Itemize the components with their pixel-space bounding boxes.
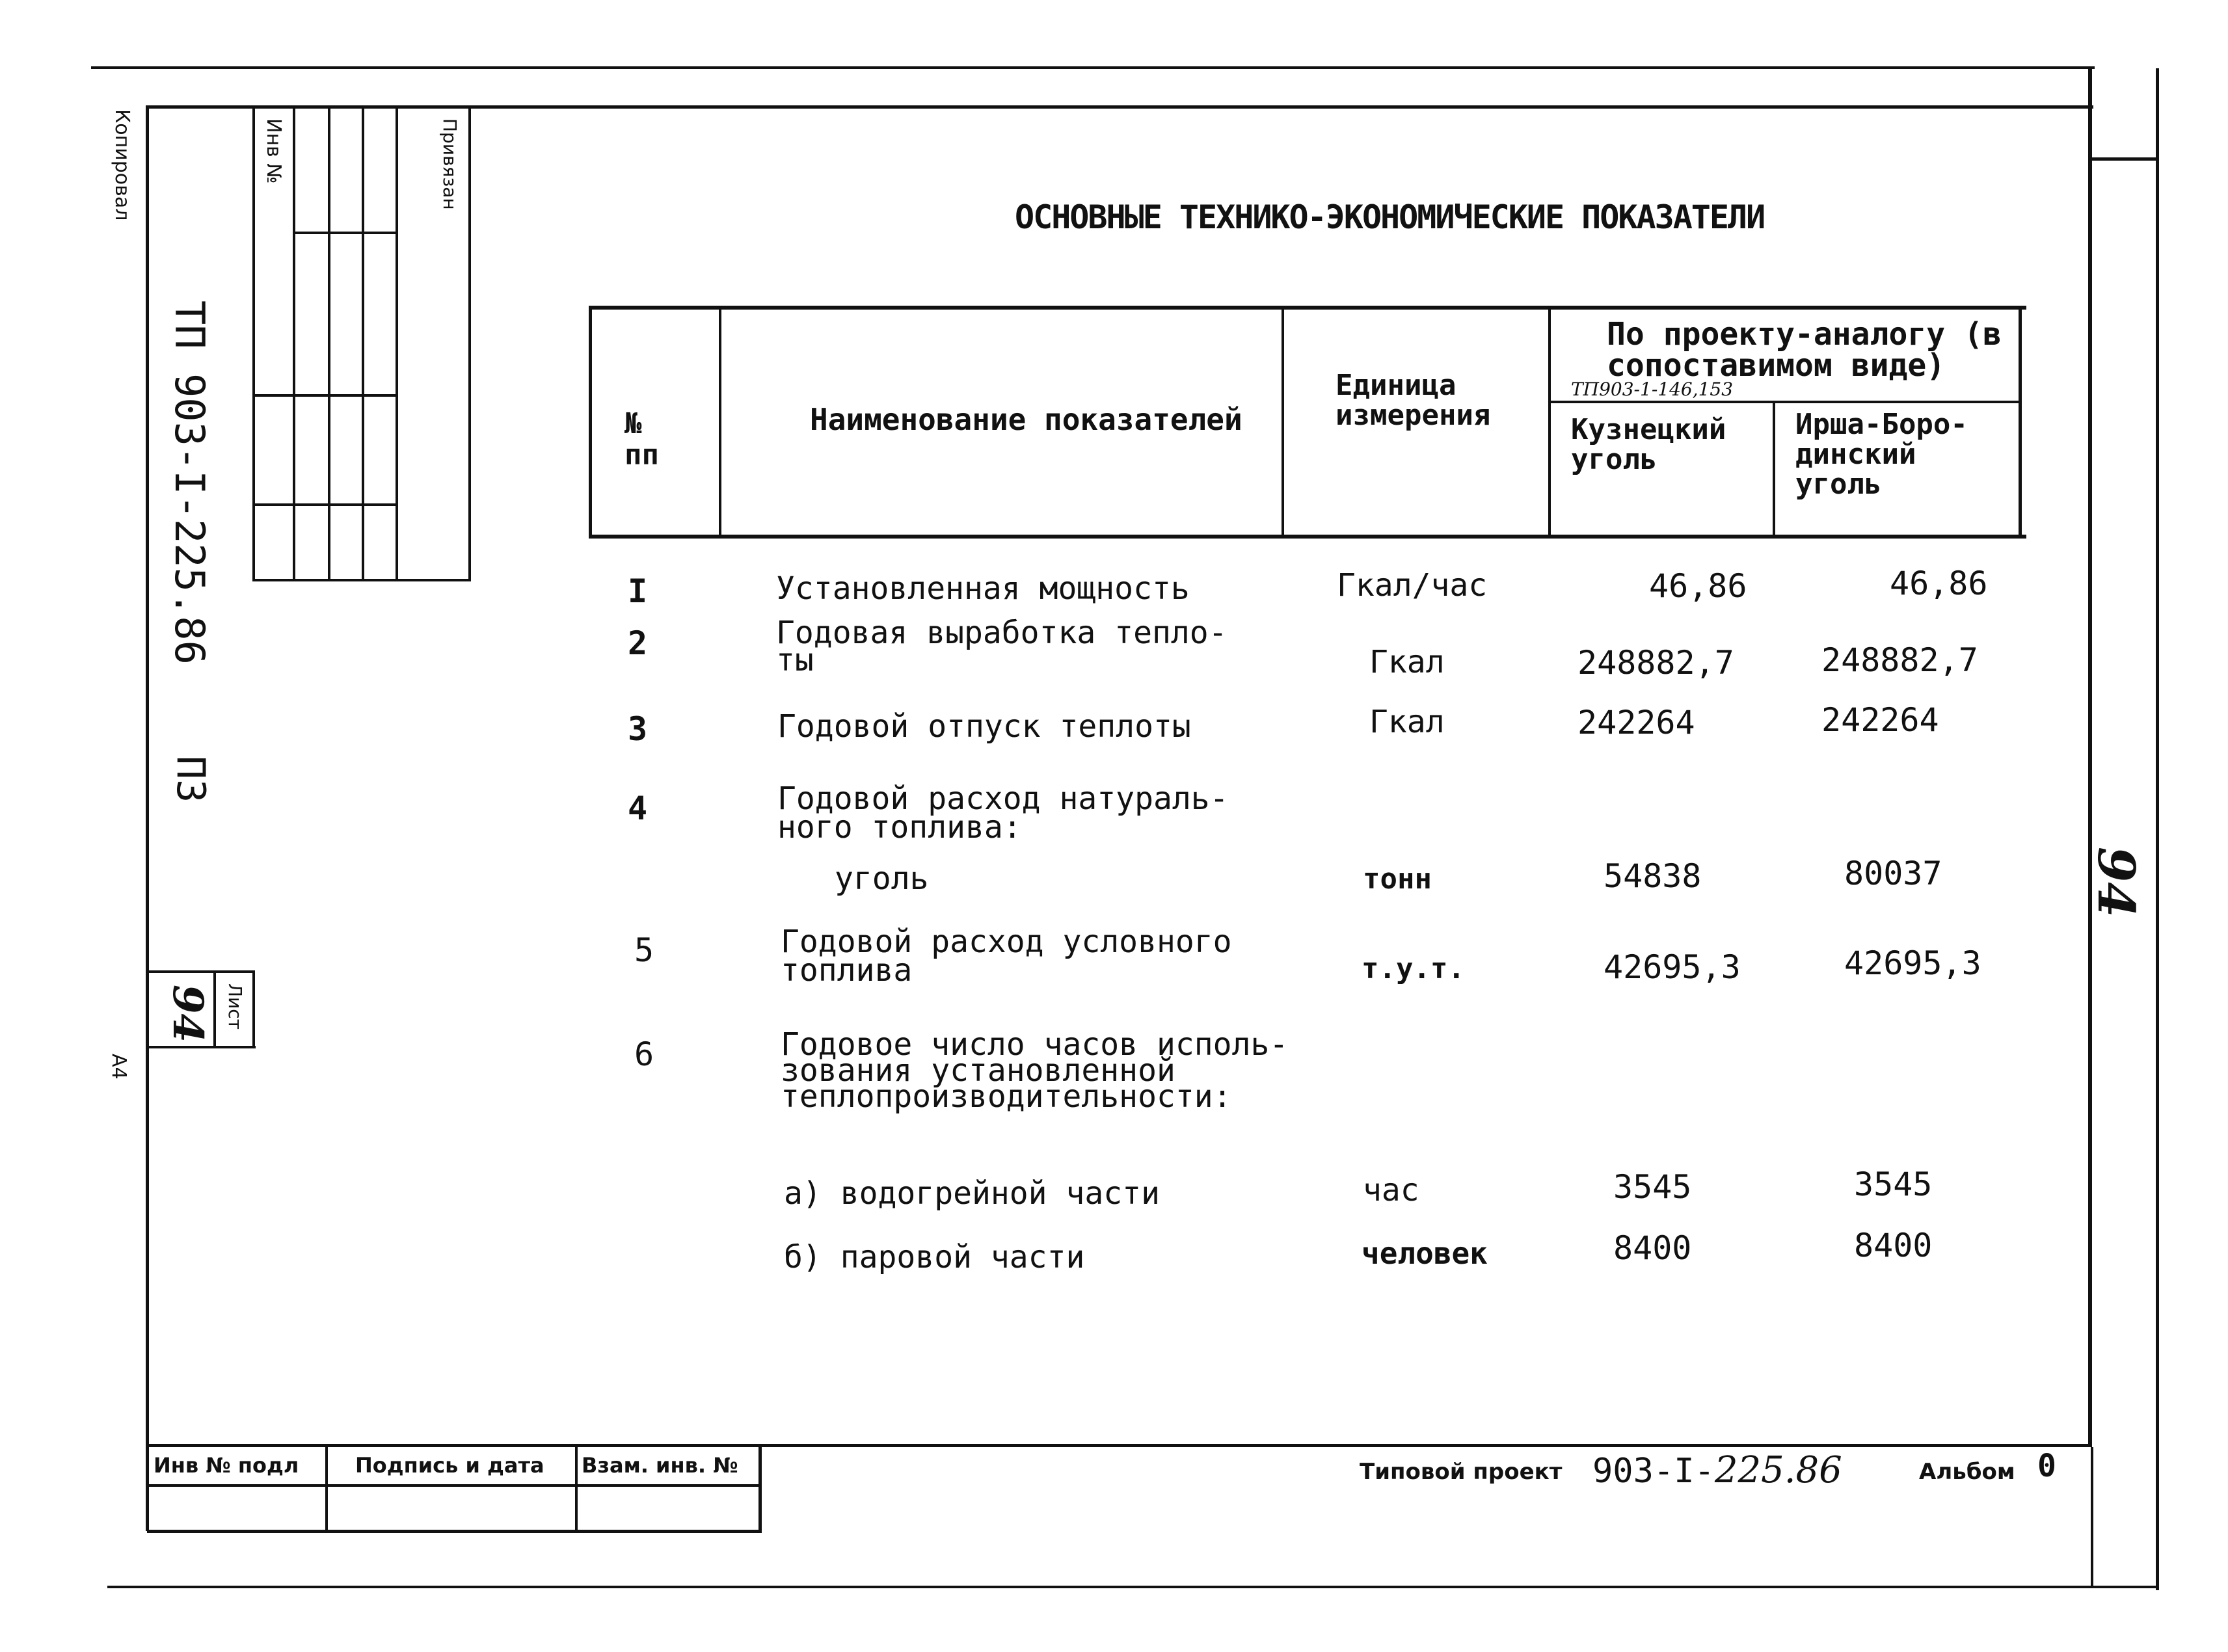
replace-inv-label: Взам. инв. № (582, 1453, 738, 1478)
page-number-right: 94 (2086, 847, 2145, 918)
section-code-vertical: ПЗ (168, 756, 213, 803)
format-label: А4 (107, 1054, 130, 1080)
col-header-kuznetsk: Кузнецкий уголь (1571, 413, 1726, 476)
row-value-2: 80037 (1844, 855, 1942, 892)
row-value-2: 42695,3 (1844, 944, 1981, 982)
row-num: I (628, 572, 648, 610)
album-label: Альбом (1919, 1459, 2015, 1485)
row-value-2: 242264 (1821, 701, 1939, 739)
row-name: Годовой расход натураль- ного топлива: (777, 780, 1229, 846)
attached-label: Привязан (439, 118, 461, 210)
copied-by-label: Копировал (111, 109, 133, 221)
row-num: 2 (628, 624, 648, 662)
row-unit: Гкал (1369, 704, 1445, 740)
album-value: 0 (2037, 1448, 2056, 1484)
row-name: Годовой расход условного топлива (781, 924, 1232, 989)
col-header-num: № пп (624, 407, 659, 472)
row-name: Годовая выработка тепло- ты (776, 615, 1228, 678)
row-value-2: 8400 (1854, 1227, 1933, 1264)
page-title: ОСНОВНЫЕ ТЕХНИКО-ЭКОНОМИЧЕСКИЕ ПОКАЗАТЕЛИ (1015, 198, 1765, 236)
col-header-name: Наименование показателей (810, 402, 1242, 437)
project-number-handwritten: 225.86 (1714, 1449, 1842, 1491)
sign-date-label: Подпись и дата (355, 1453, 544, 1478)
project-number (1592, 1449, 1842, 1491)
frame-right-inner (2088, 68, 2092, 1447)
row-unit: человек (1362, 1236, 1488, 1271)
project-number-prefix: 903-I- (1592, 1452, 1715, 1491)
bottom-stamp (147, 1444, 765, 1535)
row-value-1: 54838 (1604, 857, 1702, 895)
row-unit: т.у.т. (1362, 952, 1465, 985)
col-header-unit: Единица измерения (1335, 369, 1491, 432)
row-unit: час (1363, 1172, 1419, 1208)
row-value-2: 46,86 (1890, 565, 1988, 602)
frame-right-tab (2091, 157, 2157, 161)
row-num: 4 (628, 790, 648, 827)
row-value-2: 3545 (1854, 1166, 1933, 1203)
row-value-1: 3545 (1613, 1168, 1692, 1206)
left-stamp (148, 105, 474, 1048)
row-value-1: 46,86 (1649, 567, 1747, 605)
row-num: 3 (628, 710, 648, 748)
row-name: б) паровой части (784, 1239, 1085, 1275)
col-header-analog-note: ТП903-1-146,153 (1571, 379, 1734, 400)
top-trim-line (91, 66, 2095, 69)
row-unit: тонн (1363, 862, 1432, 896)
col-header-irsha: Ирша-Боро- динский уголь (1795, 408, 1968, 501)
frame-bottom-outer (107, 1586, 2159, 1588)
col-header-analog: По проекту-аналогу (в сопоставимом виде) (1607, 316, 2002, 384)
table-header (589, 306, 2026, 540)
typical-project-label: Типовой проект (1360, 1459, 1563, 1485)
row-name: а) водогрейной части (784, 1175, 1160, 1212)
sheet-label: Лист (224, 983, 246, 1030)
inv-label: Инв № (262, 118, 285, 184)
row-unit: Гкал/час (1337, 567, 1488, 604)
table-body (589, 559, 2026, 1301)
frame-bottom-right-join (2091, 1447, 2093, 1587)
sheet-number-handwritten: 94 (163, 985, 212, 1043)
row-value-2: 248882,7 (1821, 641, 1978, 679)
row-name: Установленная мощность (776, 570, 1190, 607)
row-unit: Гкал (1369, 644, 1445, 680)
row-value-1: 248882,7 (1577, 644, 1734, 682)
row-name: Годовой отпуск теплоты (777, 708, 1191, 745)
project-code-vertical: ТП 903-I-225.86 (166, 300, 213, 665)
row-value-1: 42695,3 (1604, 948, 1741, 986)
inv-sub-label: Инв № подл (154, 1453, 299, 1478)
frame-right-outer (2156, 68, 2159, 1590)
row-name: Годовое число часов исполь- зования установленной теплопроизводительности: (781, 1026, 1289, 1115)
row-name: уголь (835, 860, 929, 897)
row-value-1: 242264 (1577, 704, 1695, 741)
row-num: 5 (634, 931, 654, 969)
row-value-1: 8400 (1613, 1229, 1692, 1267)
row-num: 6 (634, 1035, 654, 1073)
